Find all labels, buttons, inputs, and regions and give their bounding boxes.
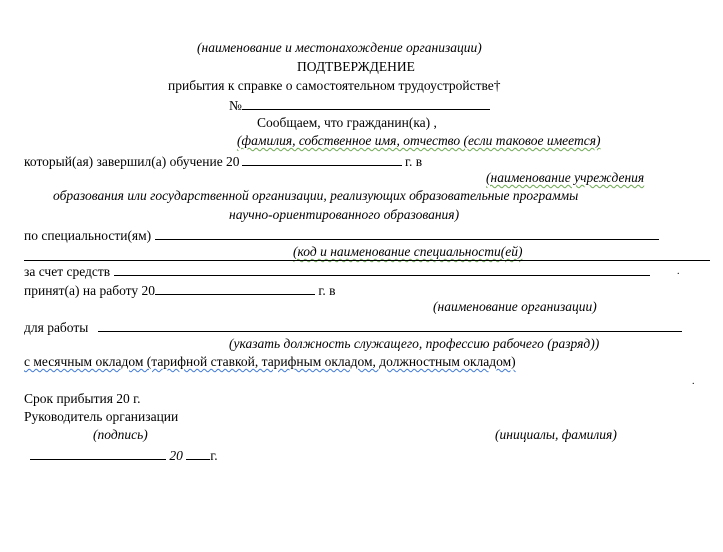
fio-caption xyxy=(237,133,601,149)
paragraph-mark: . xyxy=(692,376,695,387)
number-field[interactable] xyxy=(242,96,490,110)
graduated-label: который(ая) завершил(а) обучение 20 xyxy=(24,154,240,169)
date-suffix: г. xyxy=(210,448,218,463)
specialty-caption-text: (код и наименование специальности(ей) xyxy=(293,244,523,259)
date-line xyxy=(30,446,218,464)
specialty-line xyxy=(24,226,659,244)
specialty-label: по специальности(ям) xyxy=(24,228,152,243)
informs-text: Сообщаем, что гражданин(ка) , xyxy=(257,115,437,130)
specialty-field[interactable] xyxy=(155,226,659,240)
document-title: ПОДТВЕРЖДЕНИЕ xyxy=(297,59,415,74)
deadline-line: Срок прибытия 20 г. xyxy=(24,391,141,406)
graduation-year-field[interactable] xyxy=(242,152,402,166)
informs-line xyxy=(257,115,437,131)
number-label: № xyxy=(229,98,242,113)
work-label: для работы xyxy=(24,320,89,335)
date-year-field[interactable] xyxy=(186,446,210,460)
org-caption: (наименование и местонахождение организации) xyxy=(197,40,482,55)
institution-caption-1-text: (наименование учреждения xyxy=(486,170,645,185)
specialty-continuation-rule xyxy=(24,260,710,261)
work-line xyxy=(24,318,682,336)
salary-line xyxy=(24,354,516,370)
position-caption: (указать должность служащего, профессию рабочего (разряд)) xyxy=(229,336,600,351)
number-line xyxy=(229,96,490,114)
position-field[interactable] xyxy=(98,318,682,332)
signature-caption: (подпись) xyxy=(93,427,148,442)
document-subtitle: прибытия к справке о самостоятельном трудоустройстве† xyxy=(168,78,501,93)
graduated-year-suffix: г. в xyxy=(404,154,423,169)
graduated-line xyxy=(24,152,422,170)
funds-field[interactable] xyxy=(114,262,650,276)
hired-year-field[interactable] xyxy=(155,281,315,295)
hired-line xyxy=(24,281,336,299)
head-line: Руководитель организации xyxy=(24,409,179,424)
funds-line xyxy=(24,262,650,280)
initials-caption: (инициалы, фамилия) xyxy=(495,427,617,442)
hired-label: принят(а) на работу 20 xyxy=(24,283,156,298)
hired-suffix: г. в xyxy=(318,283,336,298)
date-day-field[interactable] xyxy=(30,446,166,460)
institution-caption-1 xyxy=(486,170,644,186)
salary-text: с месячным окладом (тарифной ставкой, тарифным окладом, должностным окладом) xyxy=(24,354,516,369)
specialty-caption xyxy=(293,244,522,260)
institution-caption-3: научно-ориентированного образования) xyxy=(229,207,460,222)
date-year: 20 xyxy=(169,448,183,463)
fio-caption-text: (фамилия, собственное имя, отчество (если таковое имеется) xyxy=(237,133,601,148)
org-name-caption: (наименование организации) xyxy=(433,299,597,314)
funds-mark: . xyxy=(677,266,680,277)
institution-caption-2: образования или государственной организации, реализующих образовательные программы xyxy=(53,188,579,203)
funds-label: за счет средств xyxy=(24,264,111,279)
